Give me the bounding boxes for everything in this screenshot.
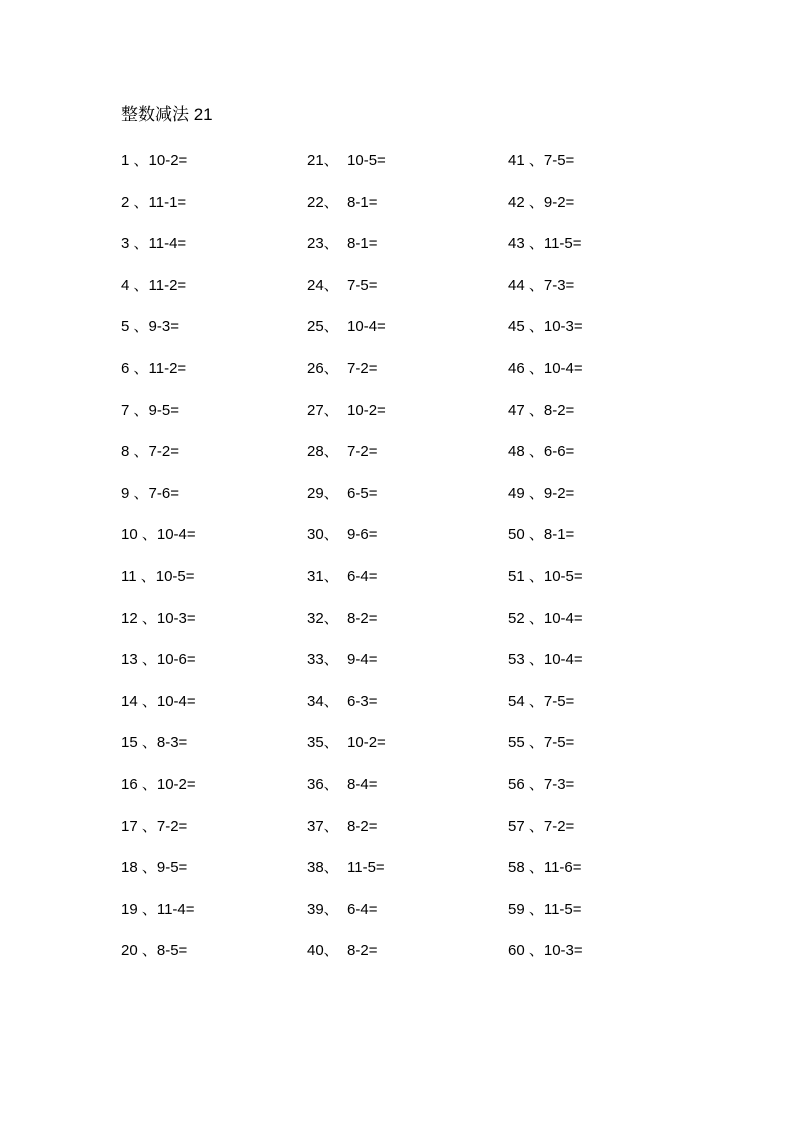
problem-item: 31、 6-4= bbox=[307, 568, 378, 585]
problem-item: 36、 8-4= bbox=[307, 776, 378, 793]
problem-item: 18 、9-5= bbox=[121, 859, 188, 876]
problem-item: 7 、9-5= bbox=[121, 402, 179, 419]
problem-item: 42 、9-2= bbox=[508, 194, 575, 211]
problem-item: 26、 7-2= bbox=[307, 360, 378, 377]
problem-item: 13 、10-6= bbox=[121, 651, 196, 668]
problem-item: 43 、11-5= bbox=[508, 235, 582, 252]
problem-item: 30、 9-6= bbox=[307, 526, 378, 543]
problem-item: 28、 7-2= bbox=[307, 443, 378, 460]
problem-item: 6 、11-2= bbox=[121, 360, 187, 377]
problem-item: 14 、10-4= bbox=[121, 693, 196, 710]
problem-item: 45 、10-3= bbox=[508, 318, 583, 335]
problem-item: 39、 6-4= bbox=[307, 901, 378, 918]
problem-item: 29、 6-5= bbox=[307, 485, 378, 502]
problem-item: 8 、7-2= bbox=[121, 443, 179, 460]
problem-item: 22、 8-1= bbox=[307, 194, 378, 211]
problem-item: 3 、11-4= bbox=[121, 235, 187, 252]
problem-item: 47 、8-2= bbox=[508, 402, 575, 419]
problem-item: 24、 7-5= bbox=[307, 277, 378, 294]
problem-item: 48 、6-6= bbox=[508, 443, 575, 460]
problem-item: 21、 10-5= bbox=[307, 152, 386, 169]
problem-item: 35、 10-2= bbox=[307, 734, 386, 751]
problem-item: 50 、8-1= bbox=[508, 526, 575, 543]
problem-item: 11 、10-5= bbox=[121, 568, 195, 585]
problem-item: 59 、11-5= bbox=[508, 901, 582, 918]
problem-item: 15 、8-3= bbox=[121, 734, 188, 751]
worksheet-title: 整数减法 21 bbox=[121, 105, 213, 124]
problem-item: 10 、10-4= bbox=[121, 526, 196, 543]
problem-item: 4 、11-2= bbox=[121, 277, 187, 294]
problem-item: 17 、7-2= bbox=[121, 818, 188, 835]
problem-item: 32、 8-2= bbox=[307, 610, 378, 627]
problem-item: 41 、7-5= bbox=[508, 152, 575, 169]
problem-item: 2 、11-1= bbox=[121, 194, 187, 211]
problem-item: 49 、9-2= bbox=[508, 485, 575, 502]
problem-item: 38、 11-5= bbox=[307, 859, 385, 876]
problem-item: 27、 10-2= bbox=[307, 402, 386, 419]
problem-item: 60 、10-3= bbox=[508, 942, 583, 959]
problem-item: 46 、10-4= bbox=[508, 360, 583, 377]
problem-item: 55 、7-5= bbox=[508, 734, 575, 751]
problem-item: 56 、7-3= bbox=[508, 776, 575, 793]
problem-item: 20 、8-5= bbox=[121, 942, 188, 959]
problem-item: 44 、7-3= bbox=[508, 277, 575, 294]
problem-item: 1 、10-2= bbox=[121, 152, 188, 169]
problem-item: 25、 10-4= bbox=[307, 318, 386, 335]
problem-item: 9 、7-6= bbox=[121, 485, 179, 502]
problem-item: 16 、10-2= bbox=[121, 776, 196, 793]
problem-item: 51 、10-5= bbox=[508, 568, 583, 585]
problem-item: 54 、7-5= bbox=[508, 693, 575, 710]
problem-item: 37、 8-2= bbox=[307, 818, 378, 835]
problem-item: 58 、11-6= bbox=[508, 859, 582, 876]
problem-item: 5 、9-3= bbox=[121, 318, 179, 335]
problem-item: 53 、10-4= bbox=[508, 651, 583, 668]
problem-item: 12 、10-3= bbox=[121, 610, 196, 627]
problem-item: 57 、7-2= bbox=[508, 818, 575, 835]
problem-item: 34、 6-3= bbox=[307, 693, 378, 710]
problem-item: 23、 8-1= bbox=[307, 235, 378, 252]
problem-item: 52 、10-4= bbox=[508, 610, 583, 627]
problem-item: 19 、11-4= bbox=[121, 901, 195, 918]
problem-item: 33、 9-4= bbox=[307, 651, 378, 668]
problem-item: 40、 8-2= bbox=[307, 942, 378, 959]
